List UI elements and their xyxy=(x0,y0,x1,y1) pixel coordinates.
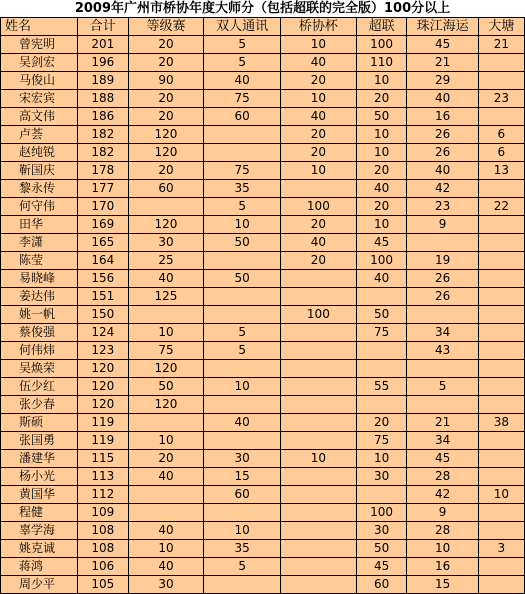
super-league-cell: 30 xyxy=(356,522,407,540)
super-league-cell: 10 xyxy=(356,126,407,144)
super-league-cell: 30 xyxy=(356,468,407,486)
player-name-cell: 辜学海 xyxy=(1,522,78,540)
table-row xyxy=(1,576,525,594)
pearl-river-shipping-cell: 40 xyxy=(407,90,478,108)
player-name-cell: 靳国庆 xyxy=(1,162,78,180)
total-cell: 150 xyxy=(77,306,128,324)
total-cell: 177 xyxy=(77,180,128,198)
table-row xyxy=(1,522,525,540)
datang-cell: 13 xyxy=(478,162,524,180)
association-cup-cell: 40 xyxy=(281,234,357,252)
association-cup-cell: 20 xyxy=(281,252,357,270)
total-cell: 120 xyxy=(77,378,128,396)
total-cell: 123 xyxy=(77,342,128,360)
column-header-name: 姓名 xyxy=(1,18,78,36)
pairs-correspondence-cell: 10 xyxy=(204,522,281,540)
column-header-super-league: 超联 xyxy=(356,18,407,36)
association-cup-cell xyxy=(281,378,357,396)
pairs-correspondence-cell: 40 xyxy=(204,72,281,90)
datang-cell xyxy=(478,378,524,396)
pearl-river-shipping-cell: 21 xyxy=(407,54,478,72)
datang-cell xyxy=(478,432,524,450)
datang-cell: 21 xyxy=(478,36,524,54)
pairs-correspondence-cell: 35 xyxy=(204,180,281,198)
pearl-river-shipping-cell: 45 xyxy=(407,36,478,54)
level-match-cell: 20 xyxy=(128,450,204,468)
column-header-level-match: 等级赛 xyxy=(128,18,204,36)
super-league-cell: 20 xyxy=(356,162,407,180)
super-league-cell: 100 xyxy=(356,36,407,54)
super-league-cell: 55 xyxy=(356,378,407,396)
datang-cell xyxy=(478,306,524,324)
level-match-cell xyxy=(128,414,204,432)
table-row xyxy=(1,324,525,342)
level-match-cell: 120 xyxy=(128,216,204,234)
table-row xyxy=(1,504,525,522)
association-cup-cell xyxy=(281,324,357,342)
datang-cell xyxy=(478,360,524,378)
player-name-cell: 吴剑宏 xyxy=(1,54,78,72)
pearl-river-shipping-cell: 45 xyxy=(407,450,478,468)
pearl-river-shipping-cell xyxy=(407,396,478,414)
pairs-correspondence-cell xyxy=(204,144,281,162)
level-match-cell: 40 xyxy=(128,468,204,486)
association-cup-cell: 20 xyxy=(281,216,357,234)
player-name-cell: 黄国华 xyxy=(1,486,78,504)
super-league-cell xyxy=(356,360,407,378)
table-row xyxy=(1,270,525,288)
datang-cell xyxy=(478,234,524,252)
level-match-cell: 10 xyxy=(128,540,204,558)
table-row xyxy=(1,216,525,234)
pearl-river-shipping-cell: 28 xyxy=(407,468,478,486)
pearl-river-shipping-cell: 26 xyxy=(407,288,478,306)
super-league-cell: 100 xyxy=(356,252,407,270)
association-cup-cell: 100 xyxy=(281,306,357,324)
pearl-river-shipping-cell: 19 xyxy=(407,252,478,270)
pairs-correspondence-cell: 35 xyxy=(204,540,281,558)
super-league-cell: 100 xyxy=(356,504,407,522)
player-name-cell: 姚克诚 xyxy=(1,540,78,558)
datang-cell xyxy=(478,72,524,90)
pearl-river-shipping-cell: 43 xyxy=(407,342,478,360)
level-match-cell: 125 xyxy=(128,288,204,306)
header-row xyxy=(1,18,525,36)
association-cup-cell xyxy=(281,432,357,450)
datang-cell xyxy=(478,54,524,72)
pearl-river-shipping-cell xyxy=(407,234,478,252)
datang-cell xyxy=(478,396,524,414)
datang-cell xyxy=(478,522,524,540)
table-row xyxy=(1,558,525,576)
pairs-correspondence-cell xyxy=(204,126,281,144)
player-name-cell: 陈莹 xyxy=(1,252,78,270)
pearl-river-shipping-cell: 16 xyxy=(407,558,478,576)
pearl-river-shipping-cell: 5 xyxy=(407,378,478,396)
total-cell: 201 xyxy=(77,36,128,54)
player-name-cell: 高文伟 xyxy=(1,108,78,126)
table-row xyxy=(1,72,525,90)
column-header-pairs-correspondence: 双人通讯 xyxy=(204,18,281,36)
level-match-cell: 120 xyxy=(128,126,204,144)
pairs-correspondence-cell: 50 xyxy=(204,234,281,252)
datang-cell xyxy=(478,108,524,126)
level-match-cell: 90 xyxy=(128,72,204,90)
pairs-correspondence-cell: 75 xyxy=(204,90,281,108)
level-match-cell xyxy=(128,486,204,504)
table-row xyxy=(1,468,525,486)
total-cell: 115 xyxy=(77,450,128,468)
table-row xyxy=(1,90,525,108)
datang-cell xyxy=(478,288,524,306)
table-row xyxy=(1,252,525,270)
pairs-correspondence-cell xyxy=(204,576,281,594)
table-row xyxy=(1,180,525,198)
total-cell: 119 xyxy=(77,432,128,450)
datang-cell: 3 xyxy=(478,540,524,558)
player-name-cell: 蔡俊强 xyxy=(1,324,78,342)
pearl-river-shipping-cell: 34 xyxy=(407,324,478,342)
super-league-cell xyxy=(356,342,407,360)
player-name-cell: 伍少红 xyxy=(1,378,78,396)
player-name-cell: 赵纯锐 xyxy=(1,144,78,162)
total-cell: 182 xyxy=(77,144,128,162)
pairs-correspondence-cell xyxy=(204,288,281,306)
level-match-cell: 20 xyxy=(128,36,204,54)
pairs-correspondence-cell: 10 xyxy=(204,378,281,396)
datang-cell: 22 xyxy=(478,198,524,216)
pearl-river-shipping-cell: 34 xyxy=(407,432,478,450)
super-league-cell: 110 xyxy=(356,54,407,72)
datang-cell: 23 xyxy=(478,90,524,108)
level-match-cell xyxy=(128,198,204,216)
pairs-correspondence-cell: 10 xyxy=(204,216,281,234)
association-cup-cell xyxy=(281,180,357,198)
pairs-correspondence-cell: 5 xyxy=(204,36,281,54)
association-cup-cell: 100 xyxy=(281,198,357,216)
association-cup-cell: 40 xyxy=(281,54,357,72)
player-name-cell: 何伟炜 xyxy=(1,342,78,360)
association-cup-cell: 10 xyxy=(281,36,357,54)
level-match-cell: 20 xyxy=(128,54,204,72)
super-league-cell xyxy=(356,288,407,306)
player-name-cell: 曾宪明 xyxy=(1,36,78,54)
pairs-correspondence-cell xyxy=(204,306,281,324)
player-name-cell: 姚一帆 xyxy=(1,306,78,324)
pearl-river-shipping-cell: 9 xyxy=(407,216,478,234)
datang-cell xyxy=(478,324,524,342)
level-match-cell: 10 xyxy=(128,432,204,450)
player-name-cell: 杨小光 xyxy=(1,468,78,486)
total-cell: 186 xyxy=(77,108,128,126)
association-cup-cell xyxy=(281,468,357,486)
datang-cell xyxy=(478,216,524,234)
datang-cell xyxy=(478,558,524,576)
column-header-total: 合计 xyxy=(77,18,128,36)
total-cell: 113 xyxy=(77,468,128,486)
column-header-association-cup: 桥协杯 xyxy=(281,18,357,36)
association-cup-cell xyxy=(281,522,357,540)
table-row xyxy=(1,486,525,504)
level-match-cell: 10 xyxy=(128,324,204,342)
association-cup-cell xyxy=(281,360,357,378)
pairs-correspondence-cell: 5 xyxy=(204,342,281,360)
table-row xyxy=(1,126,525,144)
player-name-cell: 姜达伟 xyxy=(1,288,78,306)
super-league-cell: 45 xyxy=(356,234,407,252)
super-league-cell: 40 xyxy=(356,180,407,198)
super-league-cell: 10 xyxy=(356,450,407,468)
pairs-correspondence-cell: 60 xyxy=(204,108,281,126)
pairs-correspondence-cell: 75 xyxy=(204,162,281,180)
datang-cell: 6 xyxy=(478,144,524,162)
total-cell: 106 xyxy=(77,558,128,576)
super-league-cell: 45 xyxy=(356,558,407,576)
level-match-cell: 20 xyxy=(128,108,204,126)
pearl-river-shipping-cell xyxy=(407,360,478,378)
super-league-cell: 20 xyxy=(356,198,407,216)
pairs-correspondence-cell: 5 xyxy=(204,198,281,216)
super-league-cell: 10 xyxy=(356,72,407,90)
pearl-river-shipping-cell: 21 xyxy=(407,414,478,432)
level-match-cell: 120 xyxy=(128,360,204,378)
level-match-cell: 40 xyxy=(128,270,204,288)
level-match-cell: 50 xyxy=(128,378,204,396)
table-row xyxy=(1,414,525,432)
pairs-correspondence-cell: 5 xyxy=(204,54,281,72)
association-cup-cell xyxy=(281,558,357,576)
pearl-river-shipping-cell: 26 xyxy=(407,270,478,288)
pairs-correspondence-cell xyxy=(204,504,281,522)
table-row xyxy=(1,162,525,180)
association-cup-cell: 40 xyxy=(281,108,357,126)
total-cell: 108 xyxy=(77,540,128,558)
datang-cell: 6 xyxy=(478,126,524,144)
column-header-datang: 大塘 xyxy=(478,18,524,36)
datang-cell xyxy=(478,180,524,198)
association-cup-cell xyxy=(281,540,357,558)
total-cell: 112 xyxy=(77,486,128,504)
association-cup-cell xyxy=(281,342,357,360)
association-cup-cell: 10 xyxy=(281,162,357,180)
association-cup-cell: 20 xyxy=(281,126,357,144)
level-match-cell: 60 xyxy=(128,180,204,198)
pairs-correspondence-cell: 5 xyxy=(204,558,281,576)
table-row xyxy=(1,36,525,54)
player-name-cell: 黎永传 xyxy=(1,180,78,198)
level-match-cell: 40 xyxy=(128,558,204,576)
level-match-cell: 40 xyxy=(128,522,204,540)
table-row xyxy=(1,360,525,378)
player-name-cell: 程健 xyxy=(1,504,78,522)
player-name-cell: 李潇 xyxy=(1,234,78,252)
level-match-cell: 75 xyxy=(128,342,204,360)
association-cup-cell: 10 xyxy=(281,450,357,468)
level-match-cell: 20 xyxy=(128,90,204,108)
pairs-correspondence-cell xyxy=(204,252,281,270)
association-cup-cell xyxy=(281,504,357,522)
table-row xyxy=(1,108,525,126)
pairs-correspondence-cell: 30 xyxy=(204,450,281,468)
total-cell: 108 xyxy=(77,522,128,540)
table-row xyxy=(1,144,525,162)
super-league-cell xyxy=(356,486,407,504)
super-league-cell: 75 xyxy=(356,324,407,342)
total-cell: 105 xyxy=(77,576,128,594)
association-cup-cell xyxy=(281,486,357,504)
association-cup-cell xyxy=(281,396,357,414)
player-name-cell: 马俊山 xyxy=(1,72,78,90)
pearl-river-shipping-cell: 40 xyxy=(407,162,478,180)
ranking-table xyxy=(0,17,525,594)
datang-cell xyxy=(478,252,524,270)
level-match-cell: 120 xyxy=(128,144,204,162)
total-cell: 196 xyxy=(77,54,128,72)
super-league-cell: 40 xyxy=(356,270,407,288)
player-name-cell: 田华 xyxy=(1,216,78,234)
pearl-river-shipping-cell: 29 xyxy=(407,72,478,90)
association-cup-cell xyxy=(281,576,357,594)
column-header-pearl-river-shipping: 珠江海运 xyxy=(407,18,478,36)
player-name-cell: 周少平 xyxy=(1,576,78,594)
player-name-cell: 易晓峰 xyxy=(1,270,78,288)
total-cell: 156 xyxy=(77,270,128,288)
pairs-correspondence-cell: 15 xyxy=(204,468,281,486)
pairs-correspondence-cell: 5 xyxy=(204,324,281,342)
level-match-cell: 30 xyxy=(128,576,204,594)
player-name-cell: 宋宏宾 xyxy=(1,90,78,108)
datang-cell xyxy=(478,450,524,468)
player-name-cell: 何守伟 xyxy=(1,198,78,216)
association-cup-cell: 20 xyxy=(281,144,357,162)
player-name-cell: 斯硕 xyxy=(1,414,78,432)
total-cell: 164 xyxy=(77,252,128,270)
table-row xyxy=(1,234,525,252)
total-cell: 189 xyxy=(77,72,128,90)
datang-cell xyxy=(478,504,524,522)
total-cell: 170 xyxy=(77,198,128,216)
pearl-river-shipping-cell: 15 xyxy=(407,576,478,594)
datang-cell xyxy=(478,468,524,486)
datang-cell xyxy=(478,342,524,360)
datang-cell xyxy=(478,270,524,288)
super-league-cell: 10 xyxy=(356,216,407,234)
total-cell: 188 xyxy=(77,90,128,108)
super-league-cell: 10 xyxy=(356,144,407,162)
table-row xyxy=(1,396,525,414)
level-match-cell: 20 xyxy=(128,162,204,180)
total-cell: 120 xyxy=(77,396,128,414)
total-cell: 109 xyxy=(77,504,128,522)
pairs-correspondence-cell: 60 xyxy=(204,486,281,504)
table-row xyxy=(1,450,525,468)
level-match-cell: 120 xyxy=(128,396,204,414)
player-name-cell: 吴焕荣 xyxy=(1,360,78,378)
pairs-correspondence-cell xyxy=(204,360,281,378)
pairs-correspondence-cell: 50 xyxy=(204,270,281,288)
pearl-river-shipping-cell: 9 xyxy=(407,504,478,522)
table-row xyxy=(1,432,525,450)
total-cell: 182 xyxy=(77,126,128,144)
table-row xyxy=(1,378,525,396)
super-league-cell xyxy=(356,396,407,414)
level-match-cell: 25 xyxy=(128,252,204,270)
player-name-cell: 卢荟 xyxy=(1,126,78,144)
pearl-river-shipping-cell: 42 xyxy=(407,180,478,198)
level-match-cell: 30 xyxy=(128,234,204,252)
pairs-correspondence-cell xyxy=(204,432,281,450)
datang-cell xyxy=(478,576,524,594)
pearl-river-shipping-cell: 42 xyxy=(407,486,478,504)
table-row xyxy=(1,198,525,216)
association-cup-cell xyxy=(281,414,357,432)
super-league-cell: 75 xyxy=(356,432,407,450)
pairs-correspondence-cell xyxy=(204,396,281,414)
player-name-cell: 蒋鸿 xyxy=(1,558,78,576)
table-row xyxy=(1,54,525,72)
sheet-title: 2009年广州市桥协年度大师分（包括超联的完全版）100分以上 xyxy=(0,0,525,17)
super-league-cell: 60 xyxy=(356,576,407,594)
pearl-river-shipping-cell: 26 xyxy=(407,144,478,162)
pearl-river-shipping-cell: 26 xyxy=(407,126,478,144)
super-league-cell: 50 xyxy=(356,108,407,126)
table-row xyxy=(1,288,525,306)
total-cell: 124 xyxy=(77,324,128,342)
super-league-cell: 50 xyxy=(356,306,407,324)
pairs-correspondence-cell: 40 xyxy=(204,414,281,432)
pearl-river-shipping-cell xyxy=(407,306,478,324)
pearl-river-shipping-cell: 23 xyxy=(407,198,478,216)
table-row xyxy=(1,540,525,558)
total-cell: 151 xyxy=(77,288,128,306)
table-row xyxy=(1,306,525,324)
player-name-cell: 张少春 xyxy=(1,396,78,414)
association-cup-cell: 10 xyxy=(281,90,357,108)
datang-cell: 38 xyxy=(478,414,524,432)
player-name-cell: 潘建华 xyxy=(1,450,78,468)
player-name-cell: 张国勇 xyxy=(1,432,78,450)
datang-cell: 10 xyxy=(478,486,524,504)
super-league-cell: 20 xyxy=(356,414,407,432)
level-match-cell xyxy=(128,504,204,522)
super-league-cell: 50 xyxy=(356,540,407,558)
total-cell: 119 xyxy=(77,414,128,432)
total-cell: 169 xyxy=(77,216,128,234)
level-match-cell xyxy=(128,306,204,324)
pearl-river-shipping-cell: 10 xyxy=(407,540,478,558)
pearl-river-shipping-cell: 28 xyxy=(407,522,478,540)
pearl-river-shipping-cell: 16 xyxy=(407,108,478,126)
total-cell: 165 xyxy=(77,234,128,252)
association-cup-cell xyxy=(281,270,357,288)
total-cell: 120 xyxy=(77,360,128,378)
association-cup-cell xyxy=(281,288,357,306)
super-league-cell: 20 xyxy=(356,90,407,108)
table-row xyxy=(1,342,525,360)
total-cell: 178 xyxy=(77,162,128,180)
association-cup-cell: 20 xyxy=(281,72,357,90)
